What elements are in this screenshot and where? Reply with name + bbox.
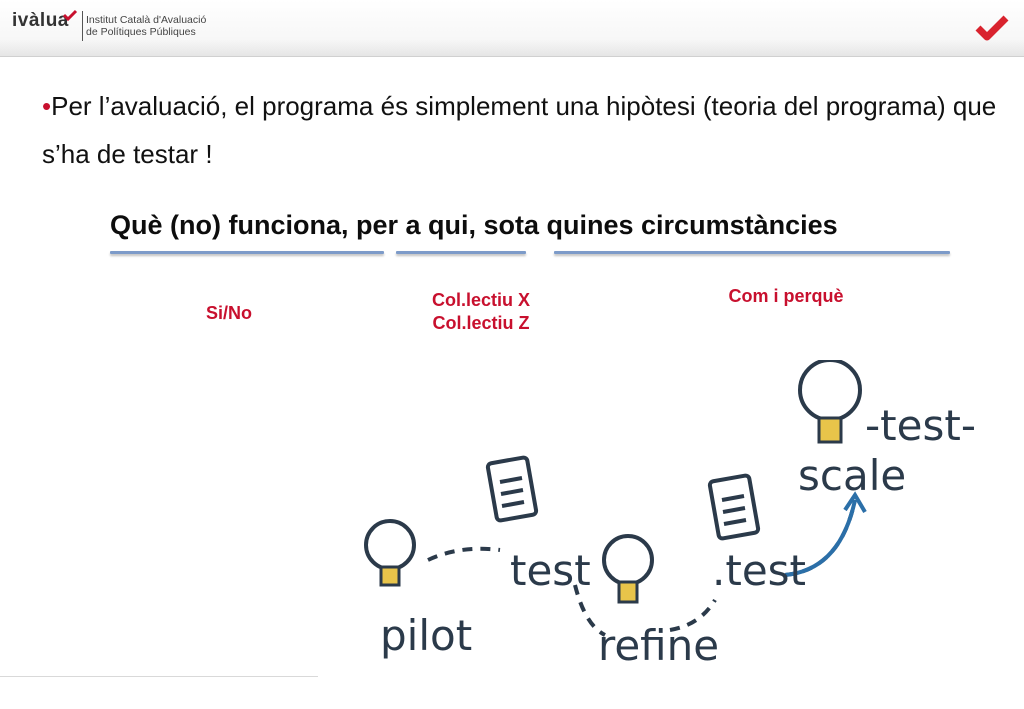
label-collectiu-group [406, 289, 556, 335]
bullet-dot: • [42, 91, 52, 121]
lightbulb-icon [604, 536, 652, 602]
main-bullet [42, 82, 1002, 178]
word-refine: refine [598, 621, 720, 670]
label-com-i-perque: Com i perquè [728, 286, 844, 306]
underline-circumstances [554, 251, 950, 254]
word-test: test [510, 546, 591, 595]
bullet-text: Per l’avaluació, el programa és simplement una hipòtesi (teoria del programa) que s’ha de testar ! [42, 91, 997, 169]
word-test-3: -test- [865, 401, 976, 450]
ivalua-logo-text: ivàlua [12, 10, 69, 31]
underline-for-whom [396, 251, 526, 254]
word-scale: scale [798, 451, 907, 500]
institute-name [86, 14, 206, 38]
clipboard-checklist-icon [709, 475, 758, 539]
underline-what-works [110, 251, 384, 254]
key-question: Què (no) funciona, per a qui, sota quines circumstàncies [110, 210, 838, 240]
corner-check-icon [975, 14, 1009, 42]
logo-divider [82, 11, 83, 41]
label-collectiu-z: Col.lectiu Z [432, 313, 530, 333]
institute-name-line2: de Polítiques Públiques [86, 26, 196, 38]
pilot-test-refine-scale-illustration [340, 360, 1020, 680]
institute-name-line1: Institut Català d'Avaluació [86, 14, 207, 26]
word-pilot: pilot [380, 611, 473, 660]
label-si-no: Si/No [205, 303, 252, 323]
footer-divider [0, 676, 318, 677]
lightbulb-icon [366, 521, 414, 585]
logo-check-icon [62, 8, 78, 24]
word-test-2: .test [712, 546, 807, 595]
label-collectiu-x: Col.lectiu X [431, 290, 530, 310]
header-bar [0, 0, 1024, 57]
lightbulb-icon [800, 360, 860, 442]
clipboard-checklist-icon [487, 457, 536, 521]
